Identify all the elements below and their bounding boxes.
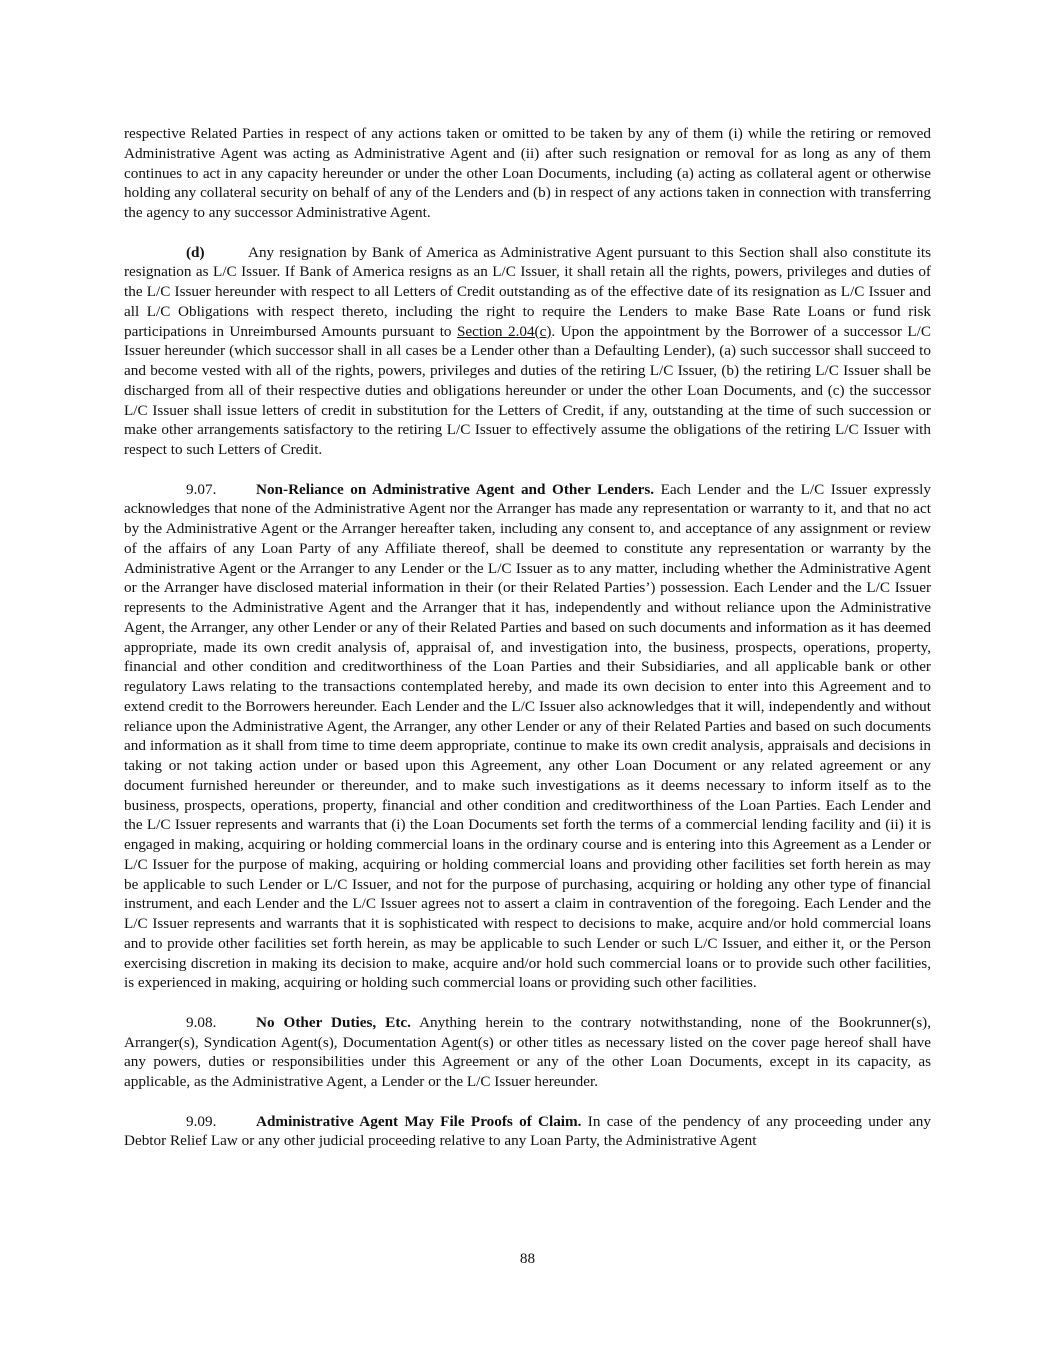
paragraph-d-text-2: . Upon the appointment by the Borrower of a successor L/C Issuer hereunder (which successor shall in all cases be a Lender other than a Defaulting Lender), (a) such successor shall succeed to and become vested with all of the rights, powers, privileges and duties of the retiring L/C Issuer, (b) the retiring L/C Issuer shall be discharged from all of their respective duties and obligations hereunder or under the other Loan Documents, and (c) the successor L/C Issuer shall issue letters of credit in substitution for the Letters of Credit, if any, outstanding at the time of such succession or make other arrangements satisfactory to the retiring L/C Issuer to effectively assume the obligations of the retiring L/C Issuer with respect to such Letters of Credit. — [124, 322, 931, 458]
page-number: 88 — [519, 1250, 536, 1267]
section-9-09-text: In case of the pendency of any proceeding under any Debtor Relief Law or any other judicial proceeding relative to any Loan Party, the Administrative Agent — [124, 1112, 931, 1150]
section-9-08-heading: No Other Duties, Etc. — [256, 1013, 411, 1031]
paragraph-continued: respective Related Parties in respect of any actions taken or omitted to be taken by any of them (i) while the retiring or removed Administrative Agent was acting as Administrative Agent and (ii) after such resignation or removal for as long as any of them continues to act in any capacity hereunder or under the other Loan Documents, including (a) acting as collateral agent or otherwise holding any collateral security on behalf of any of the Lenders and (b) in respect of any actions taken in connection with transferring the agency to any successor Administrative Agent. — [124, 125, 931, 221]
document-page — [124, 124, 931, 1171]
section-9-08-text: Anything herein to the contrary notwithstanding, none of the Bookrunner(s), Arranger(s), Syndication Agent(s), Documentation Agent(s) or other titles as necessary listed on the cover page hereof shall have any powers, duties or responsibilities under this Agreement or any of the other Loan Documents, except in its capacity, as applicable, as the Administrative Agent, a Lender or the L/C Issuer hereunder. — [124, 1013, 932, 1090]
section-9-09 — [124, 1112, 931, 1152]
section-9-08 — [124, 1013, 931, 1092]
paragraph-d — [124, 243, 931, 460]
section-9-09-number: 9.09. — [186, 1112, 217, 1130]
section-9-07-text: Each Lender and the L/C Issuer expressly acknowledges that none of the Administrative Agent nor the Arranger has made any representation or warranty to it, and that no act by the Administrative Agent or the Arranger hereafter taken, including any consent to, and acceptance of any assignment or review of the affairs of any Loan Party of any Affiliate thereof, shall be deemed to constitute any representation or warranty by the Administrative Agent or the Arranger to any Lender or the L/C Issuer as to any matter, including whether the Administrative Agent or the Arranger have disclosed material information in their (or their Related Parties’) possession. Each Lender and the L/C Issuer represents to the Administrative Agent and the Arranger that it has, independently and without reliance upon the Administrative Agent, the Arranger, any other Lender or any of their Related Parties and based on such documents and information as it has deemed appropriate, made its own credit analysis of, appraisal of, and investigation into, the business, prospects, operations, property, financial and other condition and creditworthiness of the Loan Parties and their Subsidiaries, and all applicable bank or other regulatory Laws relating to the transactions contemplated hereby, and made its own decision to enter into this Agreement and to extend credit to the Borrowers hereunder. Each Lender and the L/C Issuer also acknowledges that it will, independently and without reliance upon the Administrative Agent, the Arranger, any other Lender or any of their Related Parties and based on such documents and information as it shall from time to time deem appropriate, continue to make its own credit analysis, appraisals and decisions in taking or not taking action under or based upon this Agreement, any other Loan Document or any related agreement or any document furnished hereunder or thereunder, and to make such investigations as it deems necessary to inform itself as to the business, prospects, operations, property, financial and other condition and creditworthiness of the Loan Parties. Each Lender and the L/C Issuer represents and warrants that (i) the Loan Documents set forth the terms of a commercial lending facility and (ii) it is engaged in making, acquiring or holding commercial loans in the ordinary course and is entering into this Agreement as a Lender or L/C Issuer for the purpose of making, acquiring or holding commercial loans and providing other facilities set forth herein as may be applicable to such Lender or L/C Issuer, and not for the purpose of purchasing, acquiring or holding any other type of financial instrument, and each Lender and the L/C Issuer agrees not to assert a claim in contravention of the foregoing. Each Lender and the L/C Issuer represents and warrants that it is sophisticated with respect to decisions to make, acquire and/or hold commercial loans and to provide other facilities set forth herein, as may be applicable to such Lender or such L/C Issuer, and either it, or the Person exercising discretion in making its decision to make, acquire and/or hold such commercial loans or to provide such other facilities, is experienced in making, acquiring or holding such commercial loans or providing such other facilities. — [124, 480, 931, 992]
section-9-07 — [124, 480, 931, 994]
section-9-09-heading: Administrative Agent May File Proofs of Claim. — [256, 1112, 582, 1130]
section-9-07-number: 9.07. — [186, 480, 217, 498]
paragraph-d-label: (d) — [186, 243, 205, 261]
paragraph-d-text-1: Any resignation by Bank of America as Administrative Agent pursuant to this Section shall also constitute its resignation as L/C Issuer. If Bank of America resigns as an L/C Issuer, it shall retain all the rights, powers, privileges and duties of the L/C Issuer hereunder with respect to all Letters of Credit outstanding as of the effective date of its resignation as L/C Issuer and all L/C Obligations with respect thereto, including the right to require the Lenders to make Base Rate Loans or fund risk participations in Unreimbursed Amounts pursuant to — [124, 243, 931, 340]
section-9-08-number: 9.08. — [186, 1013, 217, 1031]
section-9-07-heading: Non-Reliance on Administrative Agent and Other Lenders. — [256, 480, 655, 498]
section-reference: Section 2.04(c) — [456, 322, 552, 340]
